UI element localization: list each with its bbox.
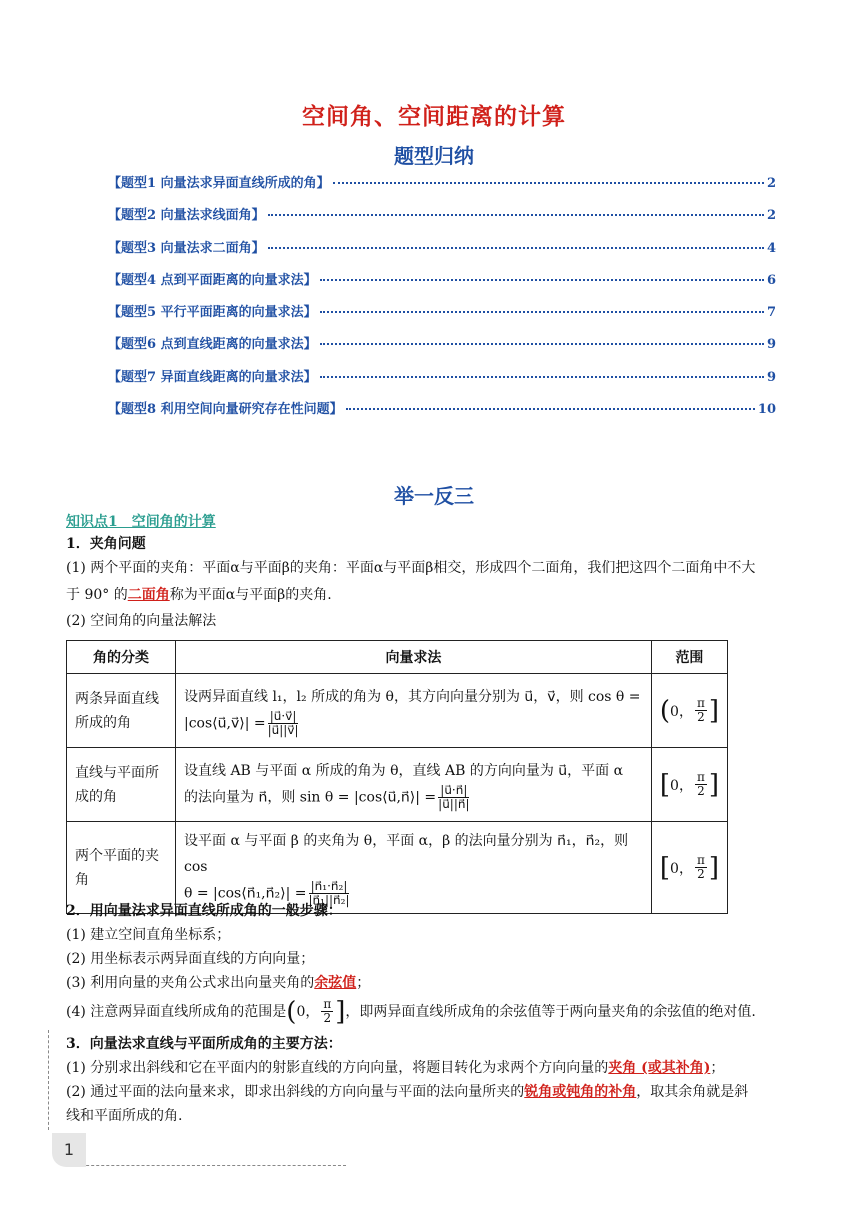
range-cell: [ 0， $\frac{\pi}{2}$ ] — [651, 748, 727, 822]
s3-item1: (1) 分别求出斜线和它在平面内的射影直线的方向向量，将题目转化为求两个方向向量的夹角 (或其补角)； — [66, 1060, 725, 1076]
angle-method-table — [66, 640, 728, 914]
s3-item2-line1: (2) 通过平面的法向量来求，即求出斜线的方向向量与平面的法向量所夹的锐角或钝角的补角，取其余角就是斜 — [66, 1084, 749, 1100]
method-cell: 设直线 AB 与平面 α 所成的角为 θ，直线 AB 的方向向量为 u⃗，平面 α 的法向量为 n⃗，则 sin θ = |cos⟨u⃗,n⃗⟩| = $\frac{|u⃗\cdot n⃗|}{|u⃗||n⃗|}$ — [176, 748, 652, 822]
s1-heading: 1．夹角问题 — [66, 536, 146, 552]
s2-heading: 2．用向量法求异面直线所成角的一般步骤： — [66, 903, 342, 919]
knowledge-point-heading: 知识点1 空间角的计算 — [66, 514, 216, 530]
method-cell: 设两异面直线 l₁，l₂ 所成的角为 θ，其方向向量分别为 u⃗，v⃗，则 cos θ = |cos⟨u⃗,v⃗⟩| = $\frac{|u⃗\cdot v⃗|}{|u⃗||v⃗|}$ — [176, 674, 652, 748]
s3-heading: 3．向量法求直线与平面所成角的主要方法： — [66, 1036, 342, 1052]
toc-item[interactable]: 【题型1 向量法求异面直线所成的角】 2 — [108, 176, 776, 191]
toc-item[interactable]: 【题型8 利用空间向量研究存在性问题】 10 — [108, 402, 776, 418]
s3-item2-line2: 线和平面所成的角. — [66, 1108, 183, 1124]
toc-item[interactable]: 【题型3 向量法求二面角】 4 — [108, 240, 776, 256]
s2-step3: (3) 利用向量的夹角公式求出向量夹角的余弦值； — [66, 975, 371, 991]
table-row — [67, 748, 728, 822]
table-header: 向量求法 — [176, 641, 652, 674]
s1-para2: (2) 空间角的向量法解法 — [66, 613, 217, 629]
s2-step1: (1) 建立空间直角坐标系； — [66, 927, 231, 943]
s2-step2: (2) 用坐标表示两异面直线的方向向量； — [66, 951, 315, 967]
range-cell: ( 0， $\frac{\pi}{2}$ ] — [651, 674, 727, 748]
angle-type-cell: 直线与平面所成的角 — [67, 748, 176, 822]
table-header: 范围 — [651, 641, 727, 674]
section-title: 举一反三 — [394, 484, 474, 508]
toc-item[interactable]: 【题型2 向量法求线面角】 2 — [108, 208, 776, 224]
toc-item[interactable]: 【题型7 异面直线距离的向量求法】 9 — [108, 369, 776, 385]
margin-dash-vertical — [48, 1030, 49, 1130]
angle-type-cell: 两个平面的夹角 — [67, 822, 176, 914]
table-row — [67, 674, 728, 748]
page-title: 空间角、空间距离的计算 — [302, 104, 566, 130]
toc-item[interactable]: 【题型4 点到平面距离的向量求法】 6 — [108, 272, 776, 288]
method-cell: 设平面 α 与平面 β 的夹角为 θ，平面 α，β 的法向量分别为 n⃗₁，n⃗₂，则 cos θ = |cos⟨n⃗₁,n⃗₂⟩| = $\frac{\text{|n⃗₁·n⃗₂|}}{\text{|n⃗₁||n⃗₂|}}$ — [176, 822, 652, 914]
table-header: 角的分类 — [67, 641, 176, 674]
angle-type-cell: 两条异面直线所成的角 — [67, 674, 176, 748]
toc-item[interactable]: 【题型5 平行平面距离的向量求法】 7 — [108, 305, 776, 321]
s1-para1-line2: 于 90° 的二面角称为平面α与平面β的夹角. — [66, 587, 332, 603]
table-of-contents — [108, 172, 776, 430]
page-number: 1 — [52, 1133, 86, 1167]
toc-item[interactable]: 【题型6 点到直线距离的向量求法】 9 — [108, 337, 776, 353]
range-cell: [ 0， $\frac{\pi}{2}$ ] — [651, 822, 727, 914]
footer-dash-line — [66, 1165, 346, 1166]
toc-heading: 题型归纳 — [394, 144, 474, 168]
s2-step4: (4) 注意两异面直线所成角的范围是 ( 0， $\frac{\pi}{2}$ ] ，即两异面直线所成角的余弦值等于两向量夹角的余弦值的绝对值. — [66, 996, 756, 1027]
s1-para1-line1: (1) 两个平面的夹角：平面α与平面β的夹角：平面α与平面β相交，形成四个二面角，我们把这四个二面角中不大 — [66, 560, 756, 576]
